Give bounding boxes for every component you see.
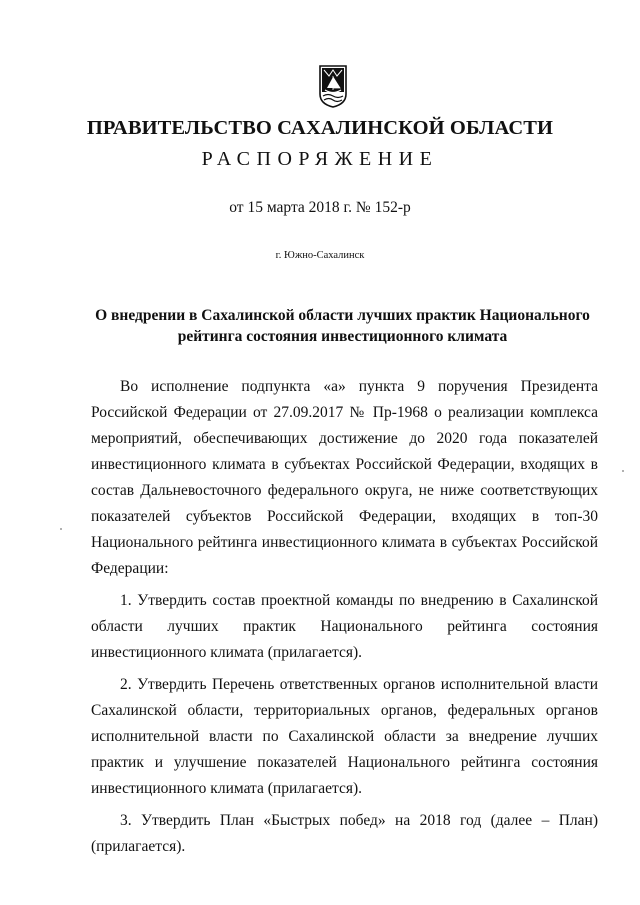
document-date-number: от 15 марта 2018 г. № 152-р [229,199,411,216]
scan-artifact [622,470,624,472]
scan-artifact [60,528,62,530]
preamble-paragraph: Во исполнение подпункта «а» пункта 9 поручения Президента Российской Федерации от 27.09.2017 № Пр-1968 о реализации комплекса мероприятий, обеспечивающих достижение до 2020 года показателей инвестиционного климата в субъектах Российской Федерации, входящих в состав Дальневосточного федерального округа, не ниже соответствующих показателей субъектов Российской Федерации, входящих в топ-30 Национального рейтинга инвестиционного климата в субъектах Российской Федерации: [91,378,598,577]
document-type: РАСПОРЯЖЕНИЕ [201,148,439,170]
item-paragraph-2: 2. Утвердить Перечень ответственных органов исполнительной власти Сахалинской области, территориальных органов, федеральных органов исполнительной власти по Сахалинской области за внедрение лучших практик и улучшение показателей Национального рейтинга состояния инвестиционного климата (прилагается). [91,676,598,797]
document-subject: О внедрении в Сахалинской области лучших практик Национального рейтинга состояния инвестиционного климата [95,307,590,345]
document-place: г. Южно-Сахалинск [275,250,365,261]
document-body [91,374,598,860]
item-paragraph-3: 3. Утвердить План «Быстрых побед» на 2018 год (далее – План) (прилагается). [91,812,598,855]
government-title: ПРАВИТЕЛЬСТВО САХАЛИНСКОЙ ОБЛАСТИ [86,117,554,139]
sakhalin-coat-of-arms-icon [318,64,348,108]
item-paragraph-1: 1. Утвердить состав проектной команды по внедрению в Сахалинской области лучших практик Национального рейтинга состояния инвестиционного климата (прилагается). [91,592,598,661]
